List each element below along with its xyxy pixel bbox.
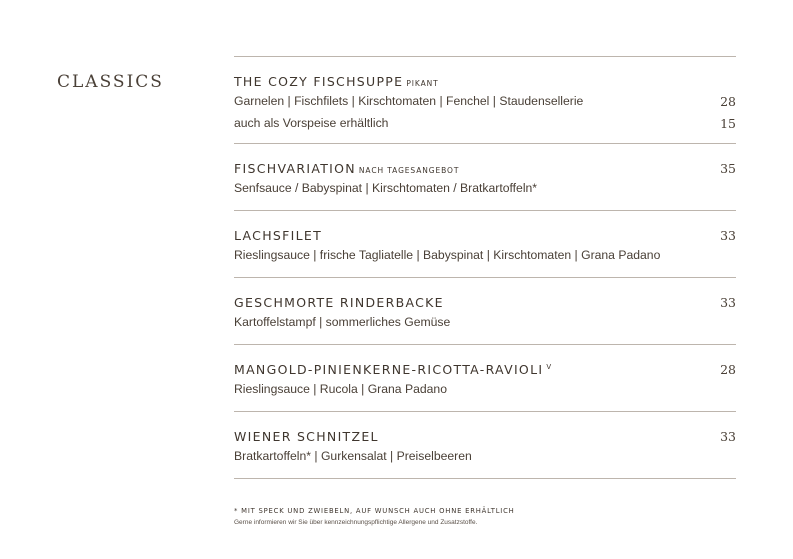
menu-item-ravioli — [234, 344, 736, 411]
item-price: 28 — [720, 94, 736, 109]
item-description: Senfsauce / Babyspinat | Kirschtomaten / Bratkartoffeln* — [234, 181, 538, 195]
item-price: 33 — [720, 295, 736, 310]
item-description: Rieslingsauce | Rucola | Grana Padano — [234, 382, 447, 396]
item-description: Rieslingsauce | frische Tagliatelle | Babyspinat | Kirschtomaten | Grana Padano — [234, 248, 661, 262]
item-tag: PIKANT — [406, 79, 439, 88]
section-title: CLASSICS — [57, 72, 164, 92]
item-extra-description: auch als Vorspeise erhältlich — [234, 116, 389, 130]
menu-item-schnitzel — [234, 411, 736, 479]
footnote-allergens: Gerne informieren wir Sie über kennzeichnungspflichtige Allergene und Zusatzstoffe. — [234, 519, 478, 526]
item-price: 28 — [720, 362, 736, 377]
item-description: Bratkartoffeln* | Gurkensalat | Preiselbeeren — [234, 449, 472, 463]
item-price: 33 — [720, 429, 736, 444]
item-price: 33 — [720, 228, 736, 243]
item-extra-price: 15 — [720, 116, 736, 131]
menu-list — [234, 56, 736, 479]
item-name: LACHSFILET — [234, 228, 323, 243]
menu-item-rinderbacke — [234, 277, 736, 344]
item-name: MANGOLD-PINIENKERNE-RICOTTA-RAVIOLI $^V$ — [234, 362, 553, 377]
item-description: Garnelen | Fischfilets | Kirschtomaten | Fenchel | Staudensellerie — [234, 94, 584, 108]
item-tag: NACH TAGESANGEBOT — [358, 166, 460, 175]
item-name: GESCHMORTE RINDERBACKE — [234, 295, 444, 310]
menu-item-fischvariation — [234, 143, 736, 210]
item-name: WIENER SCHNITZEL — [234, 429, 379, 444]
menu-item-lachsfilet — [234, 210, 736, 277]
menu-item-fischsuppe — [234, 56, 736, 143]
item-name: FISCHVARIATION NACH TAGESANGEBOT — [234, 161, 460, 176]
vegetarian-marker: V — [546, 363, 553, 371]
item-description: Kartoffelstampf | sommerliches Gemüse — [234, 315, 451, 329]
item-name: THE COZY FISCHSUPPE PIKANT — [234, 74, 439, 89]
item-price: 35 — [720, 161, 736, 176]
footnote-asterisk: * MIT SPECK UND ZWIEBELN, AUF WUNSCH AUCH OHNE ERHÄLTLICH — [234, 507, 515, 515]
